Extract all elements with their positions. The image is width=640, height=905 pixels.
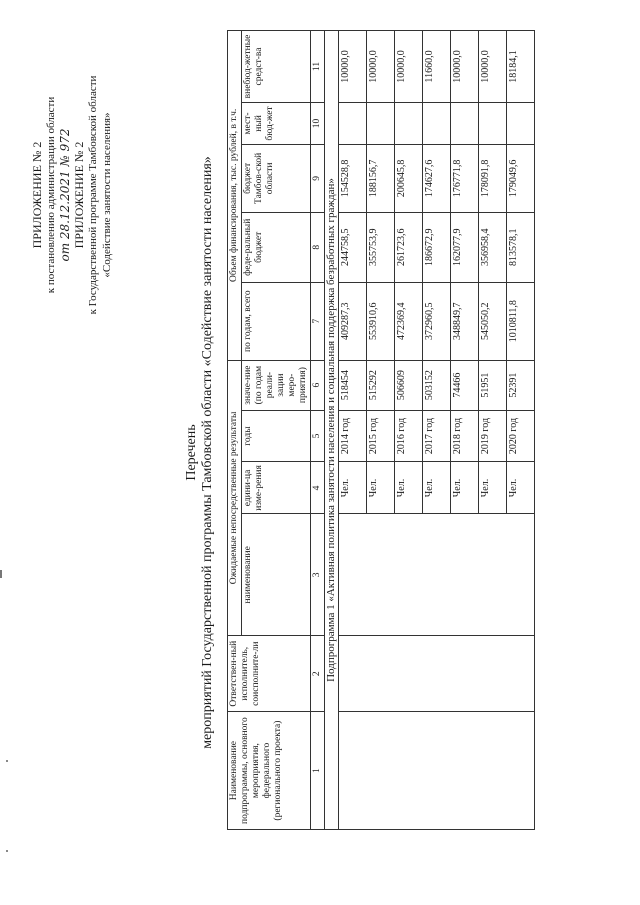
- cell-federal: 261723,6: [395, 212, 423, 282]
- appendix-ref: к постановлению администрации области: [45, 96, 57, 294]
- cell-federal: 356958,4: [479, 212, 507, 282]
- cell-extra: 10000,0: [367, 31, 395, 103]
- cell-result-name: [339, 514, 535, 636]
- cell-unit: Чел.: [367, 462, 395, 514]
- cell-extra: 18184,1: [507, 31, 535, 103]
- cell-regional: 154528,8: [339, 144, 367, 212]
- cell-year: 2014 год: [339, 410, 367, 462]
- cell-regional: 179049,6: [507, 144, 535, 212]
- column-number: 2: [311, 636, 325, 712]
- appendix-number-2: ПРИЛОЖЕНИЕ № 2: [72, 141, 86, 249]
- cell-year: 2016 год: [395, 410, 423, 462]
- cell-local: [479, 102, 507, 144]
- subprogram-row: [325, 31, 339, 830]
- cell-local: [339, 102, 367, 144]
- cell-executor: [339, 636, 535, 712]
- program-ref: к Государственной программе Тамбовской области: [87, 75, 99, 315]
- cell-year: 2020 год: [507, 410, 535, 462]
- cell-total: 545050,2: [479, 282, 507, 360]
- header-years: годы: [242, 410, 311, 462]
- cell-local: [451, 102, 479, 144]
- cell-extra: 10000,0: [451, 31, 479, 103]
- cell-local: [367, 102, 395, 144]
- header-value: значе-ние (по годам реали-зации меро-приятия): [242, 360, 311, 410]
- column-numbers-row: [311, 31, 325, 830]
- cell-regional: 178091,8: [479, 144, 507, 212]
- column-number: 7: [311, 282, 325, 360]
- cell-federal: 813578,1: [507, 212, 535, 282]
- cell-value: 503152: [423, 360, 451, 410]
- column-number: 9: [311, 144, 325, 212]
- cell-year: 2018 год: [451, 410, 479, 462]
- cell-local: [507, 102, 535, 144]
- cell-local: [395, 102, 423, 144]
- cell-extra: 10000,0: [479, 31, 507, 103]
- cell-regional: 200645,8: [395, 144, 423, 212]
- cell-unit: Чел.: [507, 462, 535, 514]
- cell-federal: 355753,9: [367, 212, 395, 282]
- cell-value: 52391: [507, 360, 535, 410]
- column-number: 8: [311, 212, 325, 282]
- header-extra: внебюд-жетные средст-ва: [242, 31, 311, 103]
- cell-name: [339, 712, 535, 830]
- column-number: 11: [311, 31, 325, 103]
- column-number: 5: [311, 410, 325, 462]
- cell-unit: Чел.: [339, 462, 367, 514]
- handwritten-date: от 28.12.2021 № 972: [58, 128, 72, 262]
- cell-total: 472369,4: [395, 282, 423, 360]
- cell-total: 1010811,8: [507, 282, 535, 360]
- cell-total: 409287,3: [339, 282, 367, 360]
- header-total: по годам, всего: [242, 282, 311, 360]
- cell-value: 51951: [479, 360, 507, 410]
- cell-value: 518454: [339, 360, 367, 410]
- cell-extra: 10000,0: [395, 31, 423, 103]
- cell-unit: Чел.: [479, 462, 507, 514]
- header-unit: едини-ца изме-рения: [242, 462, 311, 514]
- column-number: 3: [311, 514, 325, 636]
- cell-value: 74466: [451, 360, 479, 410]
- header-executor: Ответствен-ный исполнитель, соисполните-ли: [228, 636, 311, 712]
- doc-subtitle: мероприятий Государственной программы Тамбовской области «Содействие занятости населения»: [200, 156, 215, 749]
- subprogram-title: Подпрограмма 1 «Активная политика занятости населения и социальная поддержка безработных граждан»: [325, 31, 339, 830]
- cell-federal: 244758,5: [339, 212, 367, 282]
- program-name: «Содействие занятости населения»: [101, 112, 113, 278]
- cell-unit: Чел.: [451, 462, 479, 514]
- header-results-group: Ожидаемые непосредственные результаты: [228, 360, 242, 636]
- cell-extra: 10000,0: [339, 31, 367, 103]
- cell-total: 372960,5: [423, 282, 451, 360]
- column-number: 4: [311, 462, 325, 514]
- cell-value: 506609: [395, 360, 423, 410]
- cell-regional: 174627,6: [423, 144, 451, 212]
- column-number: 6: [311, 360, 325, 410]
- cell-value: 515292: [367, 360, 395, 410]
- appendix-number: ПРИЛОЖЕНИЕ № 2: [30, 141, 44, 249]
- cell-year: 2017 год: [423, 410, 451, 462]
- header-finance-group: Объем финансирования, тыс. рублей, в т.ч.: [228, 31, 242, 361]
- cell-local: [423, 102, 451, 144]
- table-row: [339, 31, 367, 830]
- cell-federal: 162077,9: [451, 212, 479, 282]
- cell-total: 348849,7: [451, 282, 479, 360]
- header-local: мест-ный бюд-жет: [242, 102, 311, 144]
- header-result-name: наименование: [242, 514, 311, 636]
- cell-year: 2019 год: [479, 410, 507, 462]
- cell-total: 553910,6: [367, 282, 395, 360]
- cell-extra: 11660,0: [423, 31, 451, 103]
- column-number: 10: [311, 102, 325, 144]
- appendix-header: [30, 30, 114, 360]
- measures-table: [227, 30, 535, 830]
- column-number: 1: [311, 712, 325, 830]
- cell-unit: Чел.: [423, 462, 451, 514]
- header-regional: бюджет Тамбов-ской области: [242, 144, 311, 212]
- cell-regional: 188156,7: [367, 144, 395, 212]
- cell-year: 2015 год: [367, 410, 395, 462]
- header-federal: феде-ральный бюджет: [242, 212, 311, 282]
- doc-title: Перечень: [184, 424, 199, 481]
- header-name: Наименование подпрограммы, основного мероприятия, федерального (регионального проекта): [228, 712, 311, 830]
- cell-unit: Чел.: [395, 462, 423, 514]
- cell-federal: 186672,9: [423, 212, 451, 282]
- cell-regional: 176771,8: [451, 144, 479, 212]
